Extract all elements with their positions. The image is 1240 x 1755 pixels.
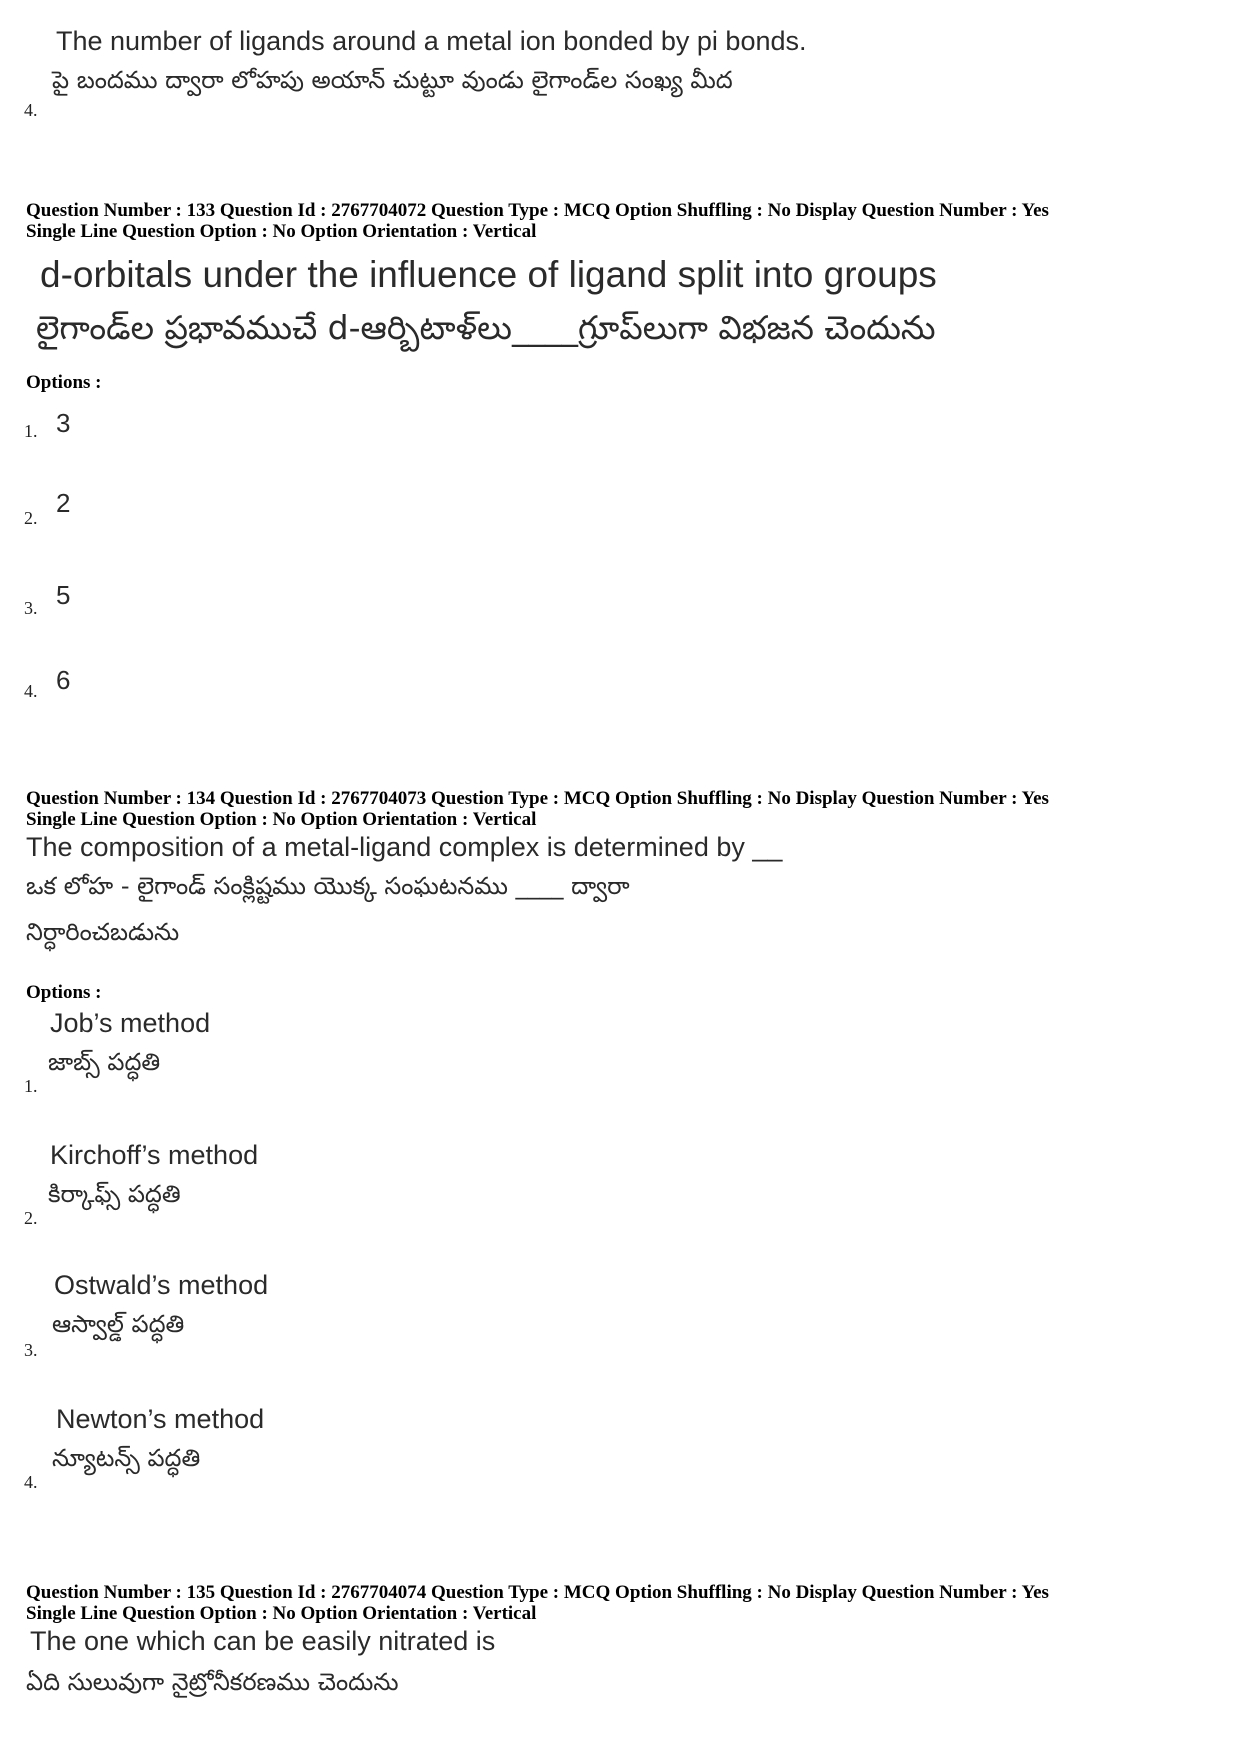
option-value: 6	[56, 665, 71, 695]
q133-question-telugu: లైగాండ్‌ల ప్రభావముచే d-ఆర్బిటాళ్‌లు____గ్రూప్‌లుగా విభజన చెందును	[36, 308, 936, 347]
q133-meta-line1: Question Number : 133 Question Id : 2767704072 Question Type : MCQ Option Shuffling : No Display Question Number : Yes	[26, 200, 1049, 221]
q134-option-1[interactable]	[24, 1008, 424, 1098]
option-number: 1.	[24, 1076, 38, 1096]
option-number: 3.	[24, 1340, 38, 1360]
option-telugu: ఆస్వాల్డ్ పద్ధతి	[52, 1310, 185, 1338]
q135-question-english: The one which can be easily nitrated is	[30, 1626, 496, 1656]
option-number: 4.	[24, 681, 38, 701]
q134-meta-line2: Single Line Question Option : No Option Orientation : Vertical	[26, 809, 537, 830]
q134-option-2[interactable]	[24, 1140, 424, 1230]
q133-meta-line2: Single Line Question Option : No Option Orientation : Vertical	[26, 221, 537, 242]
option-english: Kirchoff’s method	[50, 1140, 259, 1170]
option-english: Newton’s method	[56, 1404, 265, 1434]
q134-option-4[interactable]	[24, 1404, 424, 1494]
q133-option-2[interactable]	[24, 488, 224, 538]
q133-option-3[interactable]	[24, 580, 224, 630]
q134-question-english: The composition of a metal-ligand complex is determined by __	[26, 832, 783, 862]
option-english: Job’s method	[50, 1008, 211, 1038]
option-value: 3	[56, 408, 71, 438]
option-telugu: జాబ్స్ పద్ధతి	[48, 1048, 161, 1076]
option-number: 2.	[24, 508, 38, 528]
option-english: Ostwald’s method	[54, 1270, 269, 1300]
option-telugu: న్యూటన్స్ పద్ధతి	[52, 1444, 201, 1472]
q134-option-3[interactable]	[24, 1270, 424, 1360]
q134-question-telugu-line1: ఒక లోహ - లైగాండ్ సంక్లిష్టము యొక్క సంఘటనము ____ ద్వారా	[26, 872, 630, 900]
q134-options-label: Options :	[26, 982, 102, 1003]
q134-question-telugu-line2: నిర్ధారించబడును	[26, 918, 180, 946]
prev-option-4-english: The number of ligands around a metal ion bonded by pi bonds.	[56, 26, 807, 56]
q135-meta-line1: Question Number : 135 Question Id : 2767704074 Question Type : MCQ Option Shuffling : No Display Question Number : Yes	[26, 1582, 1049, 1603]
q133-option-4[interactable]	[24, 665, 224, 715]
option-number: 3.	[24, 598, 38, 618]
prev-option-4-telugu: పై బందము ద్వారా లోహపు అయాన్ చుట్టూ వుండు లైగాండ్‌ల సంఖ్య మీద	[52, 66, 733, 94]
prev-option-4-number: 4.	[24, 100, 38, 120]
option-number: 2.	[24, 1208, 38, 1228]
q133-option-1[interactable]	[24, 408, 224, 458]
option-telugu: కిర్కాఫ్స్ పద్ధతి	[48, 1180, 181, 1208]
option-number: 1.	[24, 421, 38, 441]
q133-options-label: Options :	[26, 372, 102, 393]
option-number: 4.	[24, 1472, 38, 1492]
q135-meta-line2: Single Line Question Option : No Option Orientation : Vertical	[26, 1603, 537, 1624]
q134-meta-line1: Question Number : 134 Question Id : 2767704073 Question Type : MCQ Option Shuffling : No Display Question Number : Yes	[26, 788, 1049, 809]
q135-question-telugu: ఏది సులువుగా నైట్రోనీకరణము చెందును	[26, 1668, 399, 1696]
q133-question-english: d-orbitals under the influence of ligand split into groups	[40, 254, 937, 295]
option-value: 5	[56, 580, 71, 610]
option-value: 2	[56, 488, 71, 518]
